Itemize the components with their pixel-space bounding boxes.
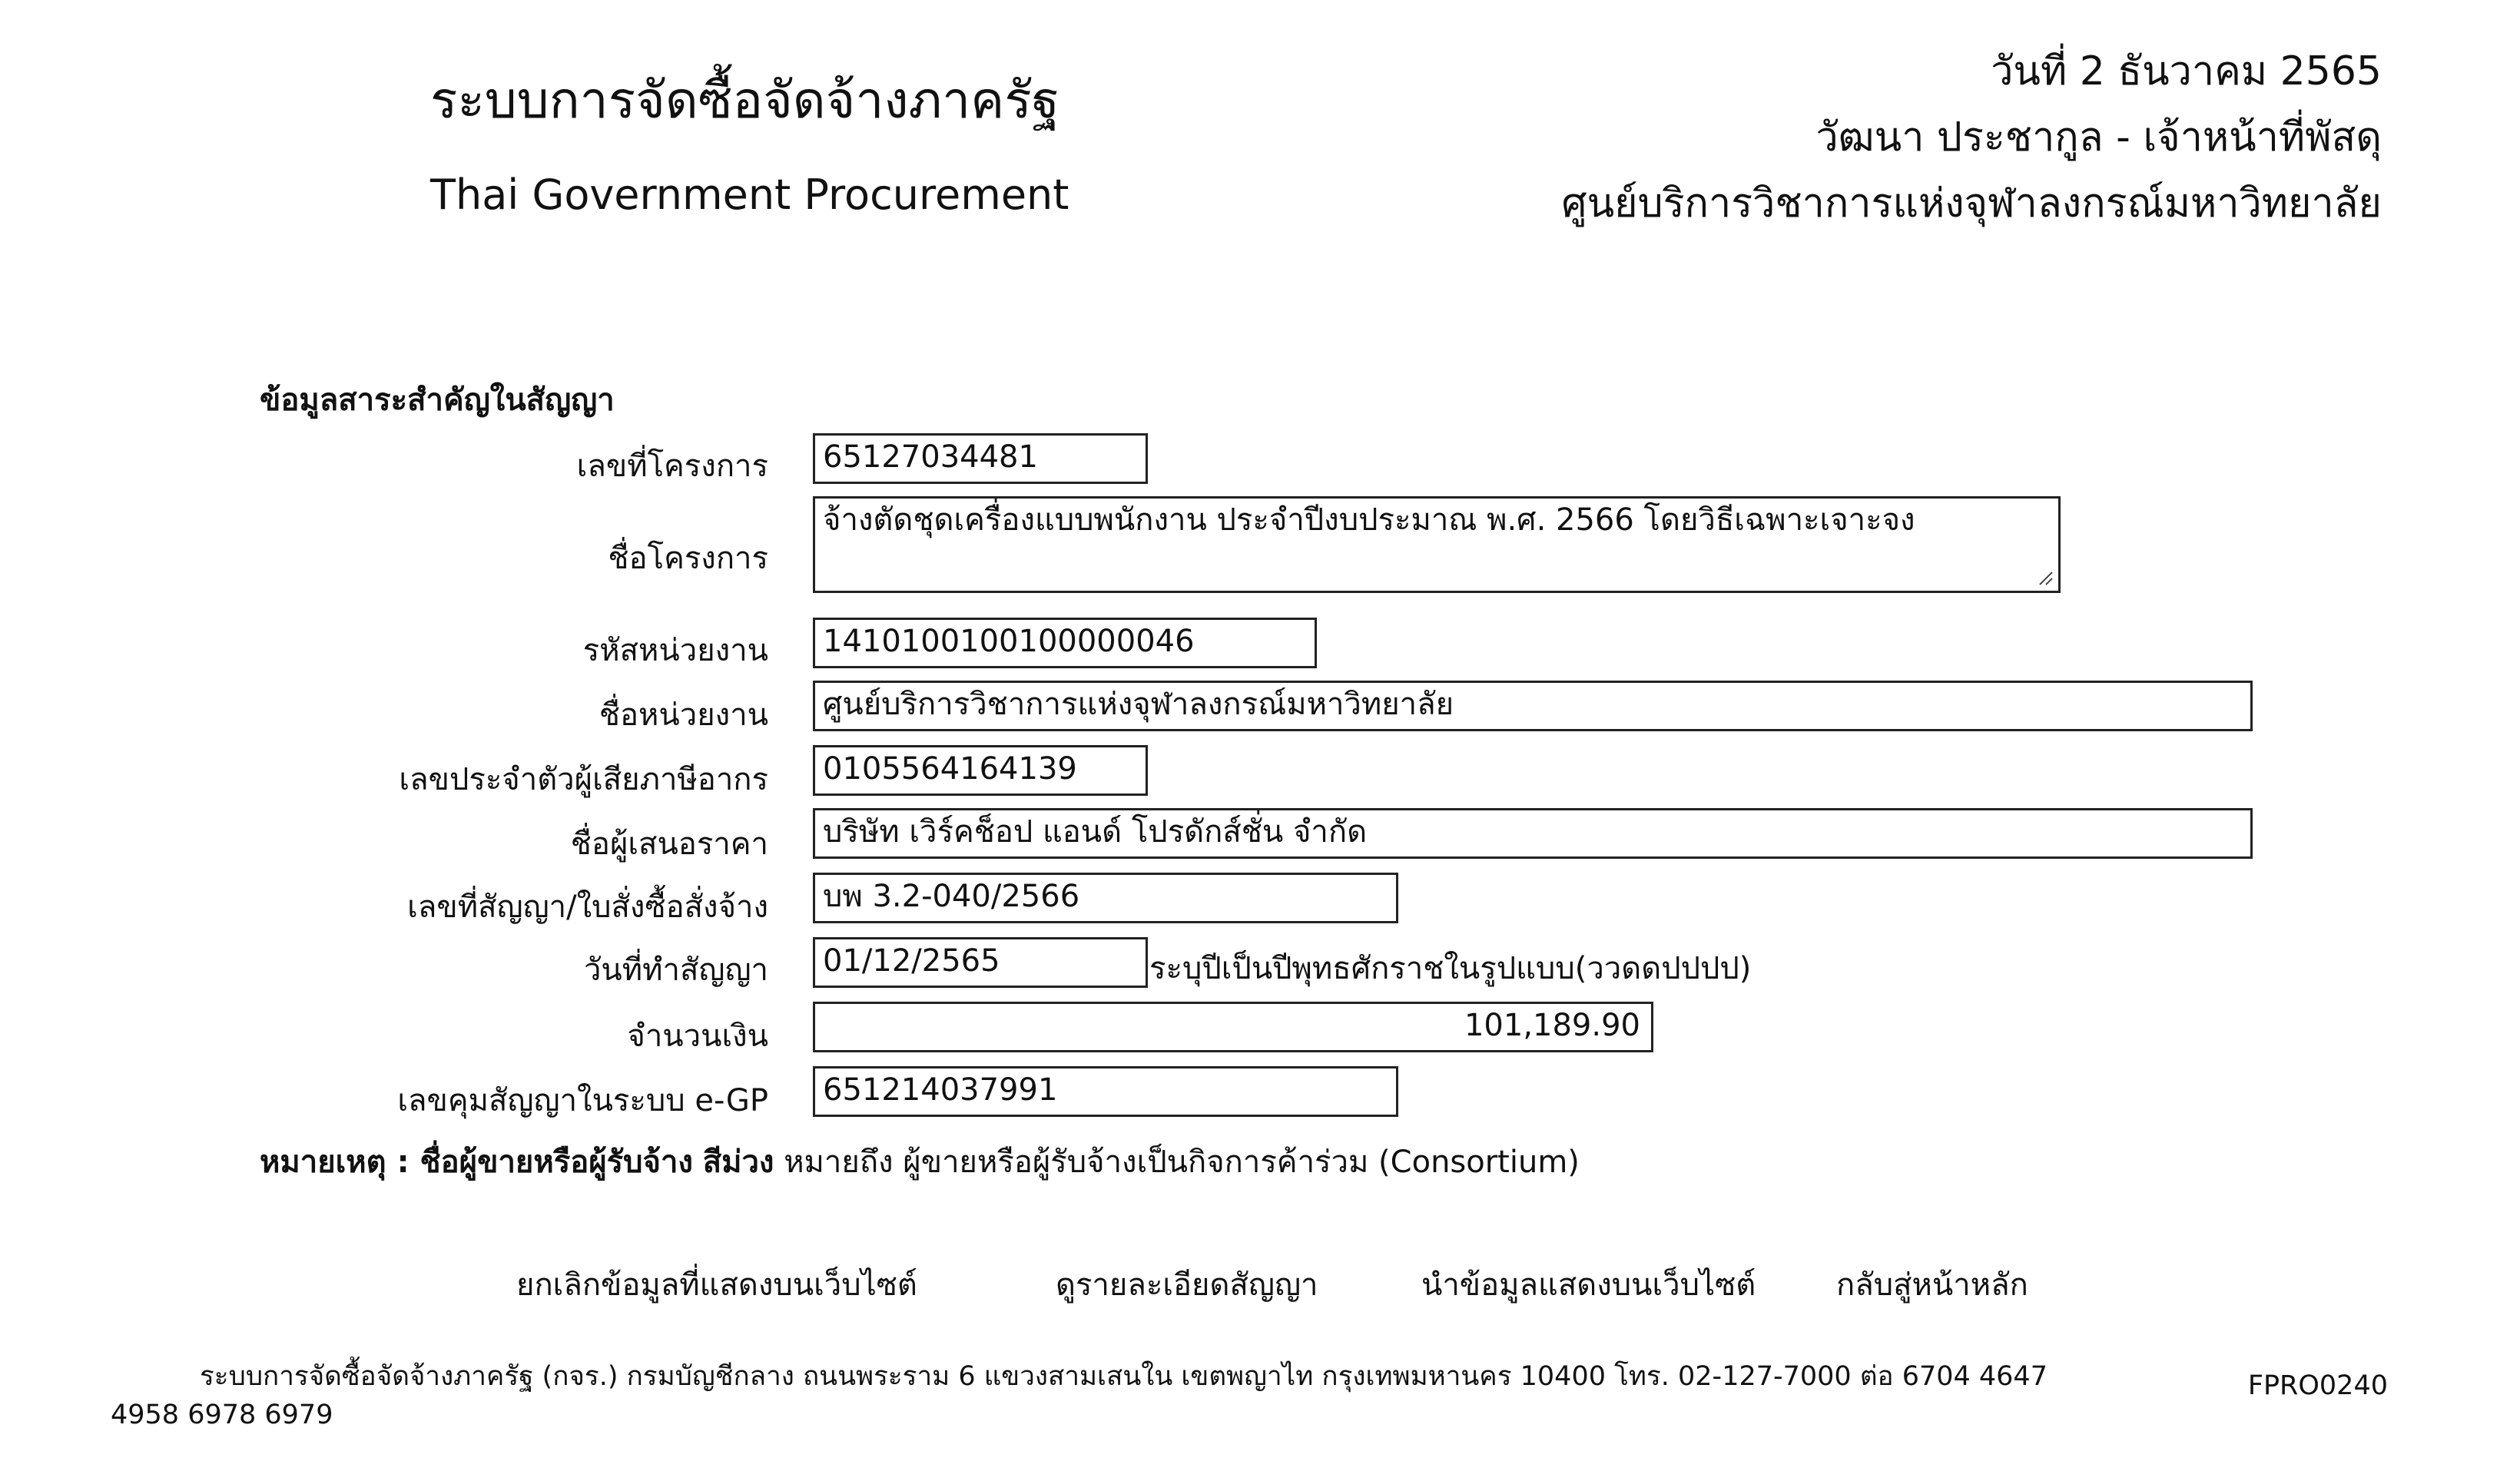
note-highlight: สีม่วง — [702, 1145, 774, 1180]
resize-handle-icon[interactable] — [2037, 569, 2054, 586]
amount-field[interactable]: 101,189.90 — [813, 1002, 1653, 1052]
project-name-label: ชื่อโครงการ — [608, 541, 768, 576]
agency-header: ศูนย์บริการวิชาการแห่งจุฬาลงกรณ์มหาวิทยาลัย — [1561, 181, 2382, 227]
footer-phone-extensions: 4958 6978 6979 — [111, 1400, 333, 1430]
system-title-english: Thai Government Procurement — [430, 171, 1069, 219]
bidder-name-label: ชื่อผู้เสนอราคา — [570, 827, 768, 862]
agency-code-label: รหัสหน่วยงาน — [582, 633, 768, 668]
footer-address: ระบบการจัดซื้อจัดจ้างภาครัฐ (กจร.) กรมบัญชีกลาง ถนนพระราม 6 แขวงสามเสนใน เขตพญาไท กรุงเทพมหานคร 10400 โทร. 02-127-7000 ต่อ 6704 4647 — [200, 1361, 2048, 1392]
consortium-note — [260, 1137, 1580, 1186]
contract-date-label: วันที่ทำสัญญา — [583, 953, 768, 988]
contract-no-label: เลขที่สัญญา/ใบสั่งซื้อสั่งจ้าง — [407, 890, 768, 925]
tax-id-label: เลขประจำตัวผู้เสียภาษีอากร — [399, 762, 768, 797]
bidder-name-field[interactable]: บริษัท เวิร์คช็อป แอนด์ โปรดักส์ชั่น จำกัด — [813, 808, 2253, 859]
agency-name-label: ชื่อหน่วยงาน — [598, 697, 768, 733]
view-contract-details-link[interactable]: ดูรายละเอียดสัญญา — [1056, 1267, 1318, 1303]
egp-control-no-label: เลขคุมสัญญาในระบบ e-GP — [397, 1083, 768, 1118]
project-no-field[interactable]: 65127034481 — [813, 433, 1148, 484]
tax-id-field[interactable]: 0105564164139 — [813, 745, 1148, 796]
note-prefix: หมายเหตุ : ชื่อผู้ขายหรือผู้รับจ้าง — [260, 1145, 693, 1180]
contract-no-field[interactable]: บพ 3.2-040/2566 — [813, 873, 1398, 923]
agency-code-field[interactable]: 1410100100100000046 — [813, 618, 1317, 668]
project-no-label: เลขที่โครงการ — [576, 449, 768, 484]
system-title-thai: ระบบการจัดซื้อจัดจ้างภาครัฐ — [430, 71, 1060, 130]
project-name-value: จ้างตัดชุดเครื่องแบบพนักงาน ประจำปีงบประมาณ พ.ศ. 2566 โดยวิธีเฉพาะเจาะจง — [823, 502, 1915, 538]
officer-name: วัฒนา ประชากูล - เจ้าหน้าที่พัสดุ — [1815, 114, 2382, 161]
egp-control-no-field[interactable]: 651214037991 — [813, 1066, 1398, 1117]
project-name-textarea[interactable] — [813, 496, 2061, 593]
contract-date-hint: ระบุปีเป็นปีพุทธศักราชในรูปแบบ(ววดดปปปป) — [1149, 951, 1752, 986]
contract-date-field[interactable]: 01/12/2565 — [813, 937, 1148, 988]
note-suffix: หมายถึง ผู้ขายหรือผู้รับจ้างเป็นกิจการค้าร่วม (Consortium) — [784, 1145, 1580, 1180]
publish-to-website-link[interactable]: นำข้อมูลแสดงบนเว็บไซต์ — [1421, 1267, 1756, 1303]
amount-label: จำนวนเงิน — [627, 1019, 768, 1054]
back-to-home-link[interactable]: กลับสู่หน้าหลัก — [1836, 1267, 2028, 1303]
page-code: FPRO0240 — [2247, 1370, 2388, 1401]
report-date: วันที่ 2 ธันวาคม 2565 — [1991, 48, 2382, 94]
cancel-display-link[interactable]: ยกเลิกข้อมูลที่แสดงบนเว็บไซต์ — [516, 1267, 917, 1303]
section-title: ข้อมูลสาระสำคัญในสัญญา — [260, 383, 615, 418]
agency-name-field[interactable]: ศูนย์บริการวิชาการแห่งจุฬาลงกรณ์มหาวิทยาลัย — [813, 681, 2253, 731]
